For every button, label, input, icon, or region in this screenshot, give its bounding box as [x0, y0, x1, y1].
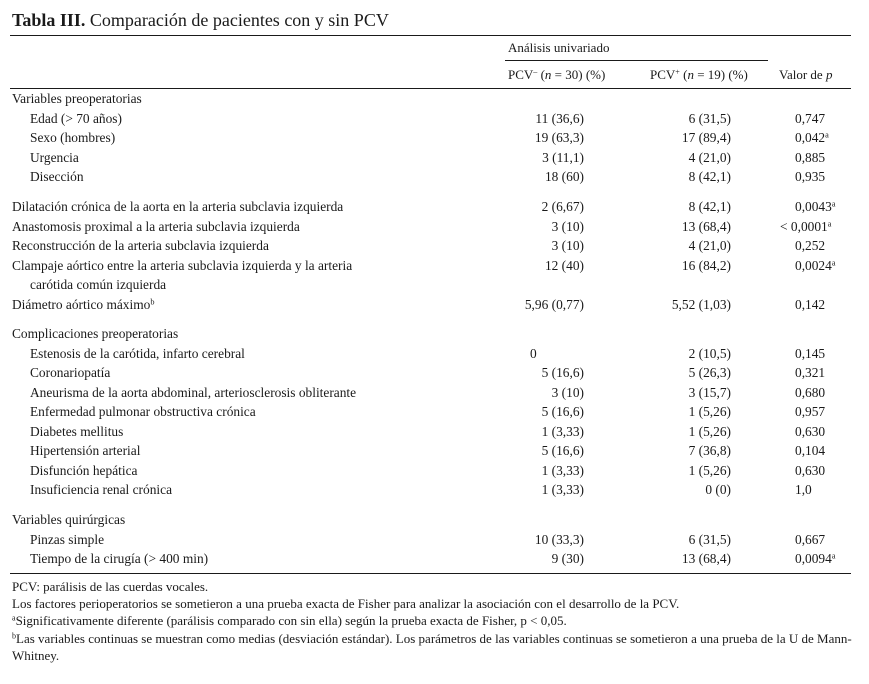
footnote-text: Los factores perioperatorios se sometieron a una prueba exacta de Fisher para analizar la asociación con el desarrollo de la PCV. [12, 596, 680, 612]
cell-p-value [795, 130, 829, 146]
row-label [12, 297, 154, 313]
p-value-text: 0,957 [795, 404, 826, 419]
cell-pcv-negative: 0 [530, 345, 537, 361]
row-label-text: Reconstrucción de la arteria subclavia izquierda [12, 238, 269, 253]
col-header-text: Valor de [779, 67, 826, 82]
col-header-text: = 19) (%) [693, 67, 748, 82]
col-header-p: p [825, 67, 833, 82]
section-heading: Variables preoperatorias [12, 91, 142, 106]
table-row [0, 551, 869, 570]
row-label [12, 219, 300, 235]
p-value-footnote-marker: a [831, 257, 836, 267]
cell-pcv-positive: 6 (31,5) [688, 110, 731, 126]
row-label [30, 365, 110, 381]
cell-pcv-positive: 2 (10,5) [688, 345, 731, 361]
table-row [0, 404, 869, 423]
col-header-sup: + [675, 67, 680, 77]
cell-p-value [795, 169, 825, 185]
p-value-text: 0,142 [795, 296, 826, 312]
footnote-text: Significativamente diferente (parálisis comparado con sin ella) según la prueba exacta de Fisher, p < 0,05. [15, 613, 567, 629]
p-value-footnote-marker: a [827, 218, 832, 228]
row-label-text: Edad (> 70 años) [30, 110, 122, 126]
cell-pcv-positive: 1 (5,26) [688, 404, 731, 419]
row-label-text: Enfermedad pulmonar obstructiva crónica [30, 404, 256, 419]
group-header-rule [505, 60, 768, 61]
row-label-text: Hipertensión arterial [30, 443, 141, 458]
table-title [12, 10, 389, 31]
cell-pcv-positive: 1 (5,26) [688, 423, 731, 439]
row-label [30, 463, 137, 479]
cell-p-value [795, 424, 825, 440]
col-header-pcv-negative [508, 67, 605, 83]
row-label-text: Tiempo de la cirugía (> 400 min) [30, 551, 209, 566]
footnote-marker: b [12, 631, 17, 641]
cell-p-value [795, 258, 836, 274]
col-header-text: PCV [508, 67, 534, 82]
p-value-text: 1,0 [795, 482, 812, 497]
p-value-text: 0,145 [795, 345, 826, 361]
footnote [12, 578, 857, 595]
row-label-text: Pinzas simple [30, 531, 105, 547]
cell-p-value [795, 150, 825, 166]
cell-pcv-positive: 7 (36,8) [688, 443, 731, 458]
col-header-text: PCV [650, 67, 676, 82]
col-header-pcv-positive [650, 67, 748, 83]
p-value-text: 0,630 [795, 462, 826, 478]
table-footnotes [12, 578, 857, 664]
footnote-text: PCV: parálisis de las cuerdas vocales. [12, 579, 209, 594]
cell-pcv-negative: 5 (16,6) [541, 443, 584, 458]
cell-pcv-negative: 3 (10) [551, 218, 584, 234]
table-row [0, 258, 869, 277]
col-header-text: ( [679, 67, 688, 82]
table-row [0, 532, 869, 551]
row-label [30, 551, 208, 567]
table-title-text: Comparación de pacientes con y sin PCV [85, 10, 389, 30]
section-heading-row [0, 326, 869, 345]
table-row [0, 130, 869, 149]
cell-p-value [795, 111, 825, 127]
cell-pcv-positive: 16 (84,2) [681, 257, 731, 273]
cell-p-value [795, 365, 825, 381]
row-label [12, 199, 343, 215]
cell-p-value [795, 532, 825, 548]
cell-p-value [780, 219, 831, 235]
cell-pcv-negative: 10 (33,3) [534, 531, 584, 547]
row-label [30, 482, 172, 498]
cell-p-value [795, 199, 836, 215]
row-label-continuation: carótida común izquierda [30, 277, 167, 292]
col-header-text: ( [537, 67, 545, 82]
cell-pcv-positive: 17 (89,4) [681, 130, 731, 145]
row-label [30, 346, 245, 362]
cell-p-value [795, 385, 825, 401]
p-value-text: 0,667 [795, 531, 826, 547]
cell-pcv-negative: 1 (3,33) [541, 482, 584, 497]
bottom-rule [10, 573, 851, 574]
row-label [30, 111, 122, 127]
col-header-sup: – [533, 67, 538, 77]
cell-p-value [795, 443, 825, 459]
cell-pcv-negative: 5 (16,6) [541, 365, 584, 380]
table-row [0, 463, 869, 482]
table-row [0, 297, 869, 316]
col-header-n: n [687, 67, 694, 82]
footnote-marker: a [12, 613, 16, 623]
cell-pcv-negative: 3 (11,1) [542, 149, 584, 165]
row-label-text: Aneurisma de la aorta abdominal, arteriosclerosis obliterante [30, 384, 357, 400]
p-value-text: 0,252 [795, 238, 826, 253]
col-header-p-value [779, 67, 832, 83]
table-row-continuation [0, 277, 869, 296]
cell-pcv-positive: 1 (5,26) [688, 462, 731, 478]
cell-pcv-positive: 13 (68,4) [681, 551, 731, 566]
footnote-text: Las variables continuas se muestran como medias (desviación estándar). Los parámetros de las variables continuas se sometieron a una prueba de la U de Mann-Whitney. [12, 630, 852, 663]
cell-pcv-positive: 8 (42,1) [688, 169, 731, 184]
row-label-text: Insuficiencia renal crónica [30, 482, 173, 497]
row-label-text: Diámetro aórtico máximo [12, 296, 151, 312]
cell-pcv-positive: 5,52 (1,03) [671, 296, 731, 312]
cell-pcv-negative: 3 (10) [551, 238, 584, 253]
p-value-text: 0,885 [795, 149, 826, 165]
row-label [30, 150, 79, 166]
cell-p-value [795, 238, 825, 254]
table-row [0, 238, 869, 257]
p-value-text: 0,747 [795, 110, 826, 126]
footnote [12, 630, 857, 664]
cell-p-value [795, 346, 825, 362]
section-heading: Variables quirúrgicas [12, 512, 126, 527]
col-header-text: = 30) (%) [551, 67, 606, 82]
row-label [30, 404, 256, 420]
row-label-text: Disección [30, 169, 84, 184]
p-value-text: 0,630 [795, 423, 826, 439]
cell-pcv-negative: 2 (6,67) [541, 199, 584, 214]
section-heading-row [0, 512, 869, 531]
row-label [30, 532, 104, 548]
p-value-footnote-marker: a [831, 199, 836, 209]
table-row [0, 346, 869, 365]
cell-pcv-positive: 6 (31,5) [688, 531, 731, 547]
cell-pcv-positive: 4 (21,0) [688, 149, 731, 165]
table-row [0, 111, 869, 130]
row-label-footnote-marker: b [150, 296, 155, 306]
table-title-number: Tabla III. [12, 10, 86, 30]
table-row [0, 385, 869, 404]
p-value-text: 0,0094 [795, 551, 832, 566]
row-label-text: Disfunción hepática [30, 462, 138, 478]
row-label-text: Sexo (hombres) [30, 130, 116, 145]
header-rule [10, 88, 851, 89]
table-row [0, 443, 869, 462]
row-label-text: Anastomosis proximal a la arteria subclavia izquierda [12, 218, 300, 234]
p-value-footnote-marker: a [825, 130, 829, 140]
cell-pcv-positive: 5 (26,3) [688, 365, 731, 380]
cell-p-value [795, 482, 812, 498]
p-value-text: 0,104 [795, 443, 826, 458]
table-row [0, 365, 869, 384]
table-row [0, 169, 869, 188]
cell-pcv-negative: 5,96 (0,77) [524, 296, 584, 312]
cell-pcv-negative: 12 (40) [544, 257, 584, 273]
row-label [30, 385, 356, 401]
row-label [12, 238, 269, 254]
row-label-text: Estenosis de la carótida, infarto cerebral [30, 345, 245, 361]
p-value-text: 0,680 [795, 384, 826, 400]
cell-pcv-negative: 18 (60) [544, 169, 584, 184]
table-row [0, 482, 869, 501]
row-label-text: Diabetes mellitus [30, 423, 124, 439]
cell-pcv-negative: 1 (3,33) [541, 423, 584, 439]
col-header-n: n [544, 67, 552, 82]
cell-pcv-negative: 5 (16,6) [541, 404, 584, 419]
cell-pcv-positive: 4 (21,0) [688, 238, 731, 253]
table-row [0, 424, 869, 443]
cell-pcv-negative: 9 (30) [551, 551, 584, 566]
table-row [0, 199, 869, 218]
p-value-text: 0,0043 [795, 199, 832, 214]
footnote [12, 612, 857, 629]
cell-pcv-negative: 19 (63,3) [534, 130, 584, 145]
cell-p-value [795, 551, 836, 567]
row-label [12, 258, 352, 274]
row-label [30, 424, 123, 440]
row-label [30, 130, 115, 146]
p-value-text: < 0,0001 [780, 218, 828, 234]
cell-p-value [795, 463, 825, 479]
cell-p-value [795, 297, 825, 313]
footnote [12, 595, 857, 612]
p-value-footnote-marker: a [831, 551, 836, 561]
cell-pcv-positive: 8 (42,1) [688, 199, 731, 214]
p-value-text: 0,321 [795, 365, 826, 380]
table-row [0, 150, 869, 169]
section-heading-row [0, 91, 869, 110]
group-header: Análisis univariado [508, 40, 610, 55]
top-rule [10, 35, 851, 36]
cell-pcv-positive: 0 (0) [705, 482, 731, 497]
section-heading: Complicaciones preoperatorias [12, 326, 179, 341]
cell-pcv-negative: 11 (36,6) [535, 110, 584, 126]
cell-pcv-positive: 13 (68,4) [681, 218, 731, 234]
row-label-text: Dilatación crónica de la aorta en la arteria subclavia izquierda [12, 199, 344, 214]
row-label [30, 169, 84, 185]
p-value-text: 0,935 [795, 169, 826, 184]
row-label-text: Urgencia [30, 149, 79, 165]
row-label-text: Coronariopatía [30, 365, 111, 380]
cell-pcv-negative: 3 (10) [551, 384, 584, 400]
row-label [30, 443, 140, 459]
row-label-text: Clampaje aórtico entre la arteria subclavia izquierda y la arteria [12, 257, 353, 273]
p-value-text: 0,042 [795, 130, 826, 145]
cell-pcv-negative: 1 (3,33) [541, 462, 584, 478]
p-value-text: 0,0024 [795, 257, 832, 273]
cell-p-value [795, 404, 825, 420]
cell-pcv-positive: 3 (15,7) [688, 384, 731, 400]
table-row [0, 219, 869, 238]
